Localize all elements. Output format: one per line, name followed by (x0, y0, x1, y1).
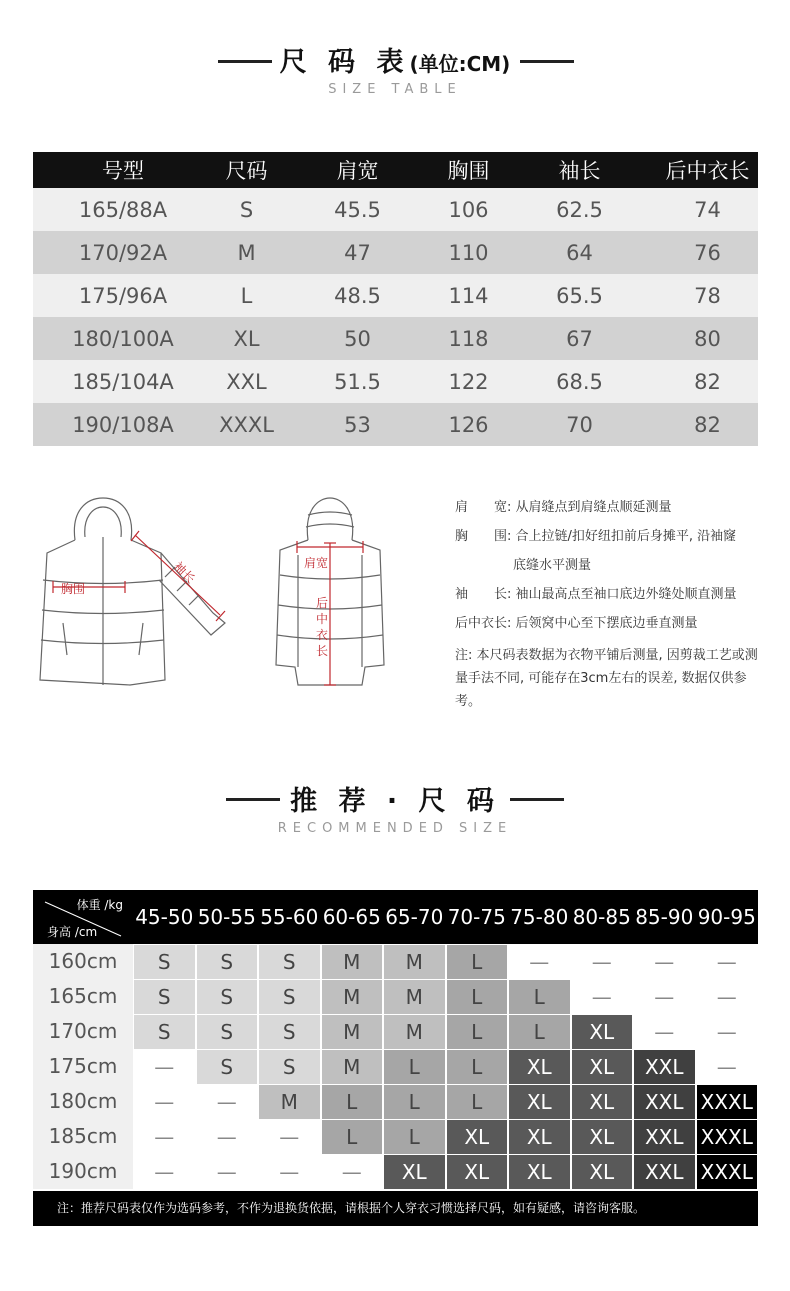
note-back-length: 后中衣长: 后领窝中心至下摆底边垂直测量 (455, 616, 698, 631)
rec-subtitle: RECOMMENDED SIZE (277, 821, 513, 836)
height-cell: 175cm (33, 1049, 133, 1084)
weight-column-header: 60-65 (322, 905, 381, 929)
size-recommend-cell: XL (447, 1155, 508, 1189)
size-cell: 118 (435, 317, 502, 360)
size-recommend-cell: — (197, 1120, 258, 1154)
weight-column-header: 55-60 (260, 905, 319, 929)
size-cell: 68.5 (502, 360, 657, 403)
size-cell: 76 (657, 231, 758, 274)
size-recommend-cell: XL (572, 1085, 633, 1119)
size-cell: XXL (213, 360, 280, 403)
header-cell: 尺码 (213, 152, 280, 188)
size-recommend-cell: — (634, 945, 695, 979)
back-length-char: 长 (316, 644, 329, 658)
size-recommend-cell: L (322, 1085, 383, 1119)
recommend-footnote: 注：推荐尺码表仅作为选码参考，不作为退换货依据，请根据个人穿衣习惯选择尺码，如有疑感，请咨询客服。 (33, 1191, 758, 1226)
weight-column-header: 75-80 (510, 905, 569, 929)
shoulder-label: 肩宽 (304, 556, 329, 570)
size-recommend-cell: M (322, 945, 383, 979)
note-chest-cont: 底缝水平测量 (513, 558, 592, 573)
size-table-subtitle: SIZE TABLE (328, 82, 462, 97)
recommend-header (33, 890, 758, 944)
height-cell: 180cm (33, 1084, 133, 1119)
size-cell: 165/88A (33, 188, 213, 231)
size-recommend-cell: — (634, 1015, 695, 1049)
size-recommend-cell: L (447, 980, 508, 1014)
recommend-row (33, 1014, 758, 1049)
size-recommend-cell: S (259, 945, 320, 979)
size-recommend-cell: — (197, 1155, 258, 1189)
size-recommend-cell: XL (572, 1050, 633, 1084)
size-cell: 170/92A (33, 231, 213, 274)
size-cell: 78 (657, 274, 758, 317)
size-recommend-cell: XL (384, 1155, 445, 1189)
size-recommend-cell: XXXL (697, 1085, 758, 1119)
size-cell: 122 (435, 360, 502, 403)
recommend-row (33, 979, 758, 1014)
size-row (33, 360, 758, 403)
size-recommend-cell: L (447, 1015, 508, 1049)
size-recommend-cell: — (134, 1155, 195, 1189)
front-jacket-diagram (35, 495, 230, 695)
size-recommend-cell: L (447, 1050, 508, 1084)
size-recommend-cell: — (697, 945, 758, 979)
size-table-title-text: 尺 码 表 (279, 47, 410, 78)
size-cell: L (213, 274, 280, 317)
header-cell: 肩宽 (280, 152, 435, 188)
size-recommend-cell: — (134, 1085, 195, 1119)
size-recommend-cell: XL (572, 1155, 633, 1189)
size-recommend-cell: M (322, 980, 383, 1014)
size-recommend-cell: XL (572, 1015, 633, 1049)
recommend-row (33, 1084, 758, 1119)
size-row (33, 403, 758, 446)
size-recommend-cell: — (509, 945, 570, 979)
back-jacket-diagram (270, 495, 400, 695)
size-table (33, 152, 758, 446)
size-recommend-cell: — (322, 1155, 383, 1189)
size-recommend-cell: L (384, 1050, 445, 1084)
height-cell: 160cm (33, 944, 133, 979)
size-recommend-cell: L (447, 945, 508, 979)
size-cell: XL (213, 317, 280, 360)
size-row (33, 317, 758, 360)
weight-column-header: 50-55 (197, 905, 256, 929)
size-cell: 82 (657, 403, 758, 446)
measurement-notes (455, 493, 765, 713)
size-cell: 126 (435, 403, 502, 446)
size-recommend-cell: S (197, 1015, 258, 1049)
size-cell: XXXL (213, 403, 280, 446)
size-cell: 74 (657, 188, 758, 231)
size-cell: 106 (435, 188, 502, 231)
weight-column-header: 70-75 (447, 905, 506, 929)
height-cell: 165cm (33, 979, 133, 1014)
size-cell: 175/96A (33, 274, 213, 317)
size-recommend-cell: S (259, 1015, 320, 1049)
size-recommend-cell: — (134, 1050, 195, 1084)
size-recommend-cell: — (697, 1015, 758, 1049)
header-cell: 袖长 (502, 152, 657, 188)
back-length-char: 后 (316, 596, 329, 610)
size-recommend-cell: S (197, 945, 258, 979)
size-recommend-cell: — (572, 980, 633, 1014)
size-recommend-cell: S (197, 980, 258, 1014)
rec-title: 推 荐 · 尺 码 (290, 786, 500, 817)
size-recommend-cell: XL (572, 1120, 633, 1154)
size-recommend-cell: — (259, 1155, 320, 1189)
size-recommend-cell: XXXL (697, 1155, 758, 1189)
size-cell: 190/108A (33, 403, 213, 446)
weight-axis-label: 体重 /kg (76, 898, 123, 912)
sleeve-label: 袖长 (170, 559, 198, 587)
size-recommend-cell: XXL (634, 1050, 695, 1084)
size-recommend-cell: M (322, 1015, 383, 1049)
size-recommend-cell: — (134, 1120, 195, 1154)
measurement-disclaimer: 注: 本尺码表数据为衣物平铺后测量, 因剪裁工艺或测量手法不同, 可能存在3cm左右的误差, 数据仅供参考。 (455, 648, 758, 709)
size-table-unit: (单位:CM) (409, 52, 511, 76)
weight-column-header: 80-85 (572, 905, 631, 929)
size-recommend-cell: S (259, 980, 320, 1014)
size-cell: M (213, 231, 280, 274)
size-recommend-cell: S (259, 1050, 320, 1084)
size-recommend-cell: XL (509, 1050, 570, 1084)
size-recommend-cell: L (384, 1085, 445, 1119)
size-cell: 82 (657, 360, 758, 403)
size-recommend-cell: — (572, 945, 633, 979)
size-cell: 180/100A (33, 317, 213, 360)
size-recommend-cell: M (384, 980, 445, 1014)
size-row (33, 274, 758, 317)
size-recommend-cell: L (509, 1015, 570, 1049)
height-cell: 170cm (33, 1014, 133, 1049)
header-cell: 后中衣长 (657, 152, 758, 188)
size-recommend-cell: L (447, 1085, 508, 1119)
size-recommend-cell: M (384, 945, 445, 979)
size-recommend-cell: XXL (634, 1155, 695, 1189)
size-row (33, 231, 758, 274)
size-cell: 114 (435, 274, 502, 317)
size-row (33, 188, 758, 231)
chest-label: 胸围 (61, 582, 86, 596)
back-length-char: 中 (316, 612, 329, 626)
size-cell: 65.5 (502, 274, 657, 317)
size-recommend-cell: XL (509, 1155, 570, 1189)
size-recommend-cell: L (384, 1120, 445, 1154)
size-recommend-cell: — (197, 1085, 258, 1119)
note-shoulder: 肩 宽: 从肩缝点到肩缝点顺延测量 (455, 500, 672, 515)
back-length-char: 衣 (316, 628, 329, 642)
recommend-row (33, 944, 758, 979)
size-cell: 185/104A (33, 360, 213, 403)
size-cell: 110 (435, 231, 502, 274)
size-cell: S (213, 188, 280, 231)
size-recommend-cell: XL (509, 1120, 570, 1154)
size-cell: 48.5 (280, 274, 435, 317)
height-cell: 190cm (33, 1154, 133, 1189)
size-recommend-cell: XL (509, 1085, 570, 1119)
size-recommend-cell: S (134, 1015, 195, 1049)
size-recommend-cell: L (322, 1120, 383, 1154)
weight-column-header: 90-95 (697, 905, 756, 929)
recommend-row (33, 1049, 758, 1084)
size-recommend-cell: M (259, 1085, 320, 1119)
size-recommend-cell: XXXL (697, 1120, 758, 1154)
size-recommend-cell: XXL (634, 1085, 695, 1119)
recommend-row (33, 1154, 758, 1189)
size-cell: 51.5 (280, 360, 435, 403)
weight-column-header: 65-70 (385, 905, 444, 929)
size-recommend-cell: — (697, 980, 758, 1014)
size-table-header-row (33, 152, 758, 188)
size-table-title (0, 40, 790, 79)
size-cell: 50 (280, 317, 435, 360)
size-cell: 53 (280, 403, 435, 446)
recommend-row (33, 1119, 758, 1154)
size-recommend-cell: — (259, 1120, 320, 1154)
header-cell: 胸围 (435, 152, 502, 188)
note-chest: 胸 围: 合上拉链/扣好纽扣前后身摊平, 沿袖窿 (455, 529, 737, 544)
size-recommend-cell: S (134, 980, 195, 1014)
weight-column-header: 85-90 (635, 905, 694, 929)
size-cell: 70 (502, 403, 657, 446)
size-cell: 47 (280, 231, 435, 274)
size-recommend-cell: M (322, 1050, 383, 1084)
corner-cell (33, 890, 133, 944)
size-recommend-cell: — (634, 980, 695, 1014)
header-cell: 号型 (33, 152, 213, 188)
note-sleeve: 袖 长: 袖山最高点至袖口底边外缝处顺直测量 (455, 587, 737, 602)
size-cell: 62.5 (502, 188, 657, 231)
size-cell: 67 (502, 317, 657, 360)
height-axis-label: 身高 /cm (47, 925, 98, 939)
weight-column-header: 45-50 (135, 905, 194, 929)
size-recommend-cell: XXL (634, 1120, 695, 1154)
size-cell: 64 (502, 231, 657, 274)
size-recommend-cell: M (384, 1015, 445, 1049)
size-recommend-cell: XL (447, 1120, 508, 1154)
size-recommend-cell: L (509, 980, 570, 1014)
size-cell: 80 (657, 317, 758, 360)
size-recommend-cell: — (697, 1050, 758, 1084)
size-cell: 45.5 (280, 188, 435, 231)
height-cell: 185cm (33, 1119, 133, 1154)
size-recommend-cell: S (197, 1050, 258, 1084)
size-recommend-cell: S (134, 945, 195, 979)
